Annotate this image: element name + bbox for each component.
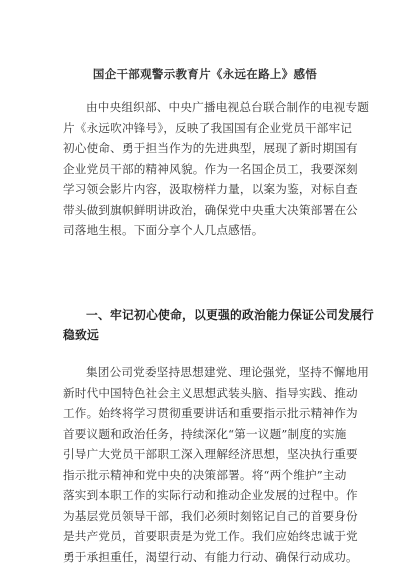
paragraph-line: 片《永远吹冲锋号》，反映了我国国有企业党员干部牢记 bbox=[63, 120, 353, 135]
document-title: 国企干部观警示教育片《永远在路上》感悟 bbox=[92, 67, 318, 81]
paragraph-line: 落实到本职工作的实际行动和推动企业发展的过程中。作 bbox=[63, 488, 358, 502]
heading-line: 稳致远 bbox=[63, 328, 99, 342]
paragraph-line: 新时代中国特色社会主义思想武装头脑、指导实践、推动 bbox=[63, 385, 358, 400]
paragraph-line: 首要议题和政治任务，持续深化“第一议题”制度的实施 bbox=[63, 426, 347, 441]
paragraph-line: 学习领会影片内容，汲取榜样力量，以案为鉴，对标自查 bbox=[63, 182, 358, 196]
paragraph-line: 工作。始终将学习贯彻重要讲话和重要指示批示精神作为 bbox=[63, 406, 358, 420]
heading-line: 一、牢记初心使命，以更强的政治能力保证公司发展行 bbox=[86, 308, 374, 322]
paragraph-line: 企业党员干部的精神风貌。作为一名国企员工，我要深刻 bbox=[63, 161, 358, 176]
paragraph-line: 是共产党员，首要职责是为党工作。我们应始终忠诚于党 bbox=[63, 529, 358, 543]
paragraph-line: 指示批示精神和党中央的决策部署。将“两个维护”主动 bbox=[63, 467, 347, 482]
paragraph-line: 由中央组织部、中央广播电视总台联合制作的电视专题 bbox=[86, 100, 370, 114]
intro-paragraph bbox=[63, 97, 370, 241]
paragraph-line: 带头做到旗帜鲜明讲政治，确保党中央重大决策部署在公 bbox=[63, 202, 358, 217]
paragraph-line: 为基层党员领导干部，我们必须时刻铭记自己的首要身份 bbox=[63, 508, 358, 523]
paragraph-line: 初心使命、勇于担当作为的先进典型，展现了新时期国有 bbox=[63, 141, 358, 155]
section-body-paragraph bbox=[63, 362, 370, 567]
paragraph-line: 司落地生根。下面分享个人几点感悟。 bbox=[63, 223, 264, 237]
paragraph-line: 勇于承担重任，渴望行动、有能力行动、确保行动成功。 bbox=[63, 549, 358, 564]
paragraph-line: 集团公司党委坚持思想建党、理论强党，坚持不懈地用 bbox=[86, 365, 370, 379]
paragraph-line: 引导广大党员干部职工深入理解经济思想，坚决执行重要 bbox=[63, 447, 358, 461]
section-heading bbox=[63, 305, 374, 345]
